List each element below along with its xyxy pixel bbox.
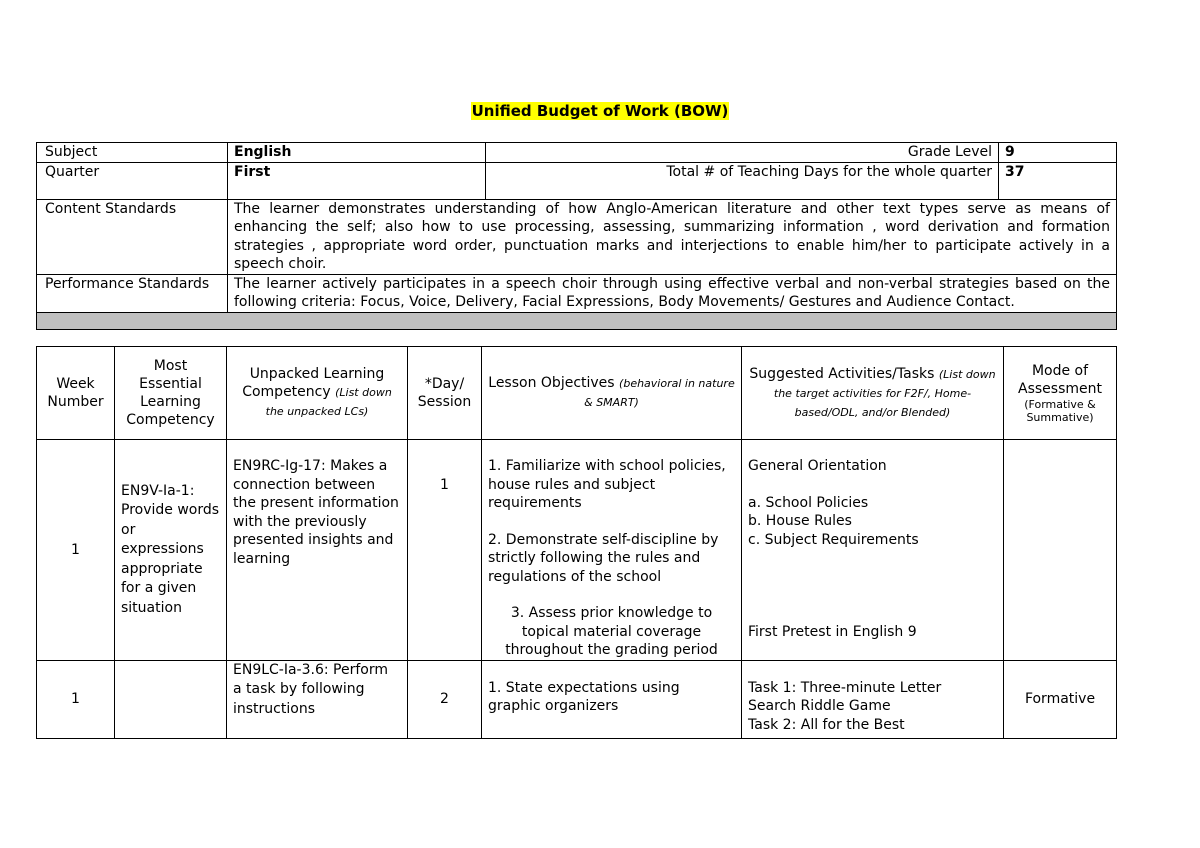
header-mode-note: (Formative & Summative) bbox=[1024, 398, 1096, 424]
row1-mode bbox=[1004, 440, 1117, 661]
budget-table bbox=[36, 346, 1117, 739]
row1-activities bbox=[742, 440, 1004, 661]
row2-unpacked: EN9LC-Ia-3.6: Perform a task by following instructions bbox=[227, 660, 408, 738]
subject-value: English bbox=[228, 143, 486, 163]
row1-melc bbox=[115, 440, 227, 661]
row1-activity-4: c. Subject Requirements bbox=[748, 531, 919, 548]
grade-level-value: 9 bbox=[999, 143, 1117, 163]
row2-mode: Formative bbox=[1004, 660, 1117, 738]
header-unpacked bbox=[227, 347, 408, 440]
row2-melc bbox=[115, 660, 227, 738]
header-week: Week Number bbox=[37, 347, 115, 440]
header-melc: Most Essential Learning Competency bbox=[115, 347, 227, 440]
info-table bbox=[36, 142, 1117, 330]
header-activities-label: Suggested Activities/Tasks bbox=[749, 365, 935, 382]
grade-level-label: Grade Level bbox=[486, 143, 999, 163]
header-objectives-label: Lesson Objectives bbox=[488, 375, 615, 391]
teaching-days-value: 37 bbox=[999, 162, 1117, 199]
header-unpacked-note: (List down the unpacked LCs) bbox=[265, 386, 392, 418]
header-mode bbox=[1004, 347, 1117, 440]
content-standards-value: The learner demonstrates understanding of how Anglo-American literature and other text types serve as means of enhancing the self; also how to use processing, assessing, summarizing information , word derivation and formation strategies , appropriate word order, punctuation marks and interjections to enable him/her to participate actively in a speech choir. bbox=[228, 199, 1117, 274]
row1-activity-3: b. House Rules bbox=[748, 513, 852, 529]
row1-activity-2: a. School Policies bbox=[748, 494, 869, 511]
row1-objective-2: 2. Demonstrate self-discipline by strictly following the rules and regulations of the school bbox=[488, 531, 719, 585]
header-row bbox=[37, 347, 1117, 440]
page-title bbox=[0, 101, 1200, 120]
row1-objective-3: 3. Assess prior knowledge to topical material coverage throughout the grading period bbox=[505, 605, 718, 658]
row2-objectives bbox=[482, 660, 742, 738]
row1-unpacked: EN9RC-Ig-17: Makes a connection between the present information with the previously presented insights and learning bbox=[227, 440, 408, 661]
header-objectives-note: (behavioral in nature & SMART) bbox=[584, 377, 735, 409]
subject-label: Subject bbox=[37, 143, 228, 163]
row2-activity-1: Task 1: Three-minute Letter bbox=[748, 679, 942, 696]
row2-activity-3: Task 2: All for the Best bbox=[748, 716, 905, 733]
table-row bbox=[37, 660, 1117, 738]
quarter-label: Quarter bbox=[37, 162, 228, 199]
header-activities bbox=[742, 347, 1004, 440]
row1-week: 1 bbox=[37, 440, 115, 661]
performance-standards-label: Performance Standards bbox=[37, 274, 228, 312]
row2-day: 2 bbox=[408, 660, 482, 738]
row2-activity-2: Search Riddle Game bbox=[748, 698, 891, 714]
header-activities-note: (List down the target activities for F2F/, Home-based/ODL, and/or Blended) bbox=[773, 367, 996, 419]
header-day: *Day/ Session bbox=[408, 347, 482, 440]
row2-week: 1 bbox=[37, 660, 115, 738]
row2-activities bbox=[742, 660, 1004, 738]
page-title-text: Unified Budget of Work (BOW) bbox=[471, 102, 729, 120]
header-objectives bbox=[482, 347, 742, 440]
row1-objectives bbox=[482, 440, 742, 661]
header-mode-label: Mode of Assessment bbox=[1018, 363, 1102, 397]
performance-standards-value: The learner actively participates in a speech choir through using effective verbal and non-verbal strategies based on the following criteria: Focus, Voice, Delivery, Facial Expressions, Body Movements/ Gestures and Audience Contact. bbox=[228, 274, 1117, 312]
row2-objective-1: 1. State expectations using graphic organizers bbox=[488, 679, 680, 714]
header-unpacked-label: Unpacked Learning Competency bbox=[242, 366, 385, 400]
row1-objective-1: 1. Familiarize with school policies, house rules and subject requirements bbox=[488, 458, 726, 511]
row1-day: 1 bbox=[408, 440, 482, 661]
quarter-value: First bbox=[228, 162, 486, 199]
row1-activity-5: First Pretest in English 9 bbox=[748, 624, 917, 640]
row1-melc-text: EN9V-Ia-1: Provide words or expressions appropriate for a given situation bbox=[121, 482, 220, 616]
content-standards-label: Content Standards bbox=[37, 199, 228, 274]
teaching-days-label: Total # of Teaching Days for the whole quarter bbox=[486, 162, 999, 199]
divider-band bbox=[37, 312, 1117, 329]
row1-activity-1: General Orientation bbox=[748, 458, 887, 474]
table-row bbox=[37, 440, 1117, 661]
